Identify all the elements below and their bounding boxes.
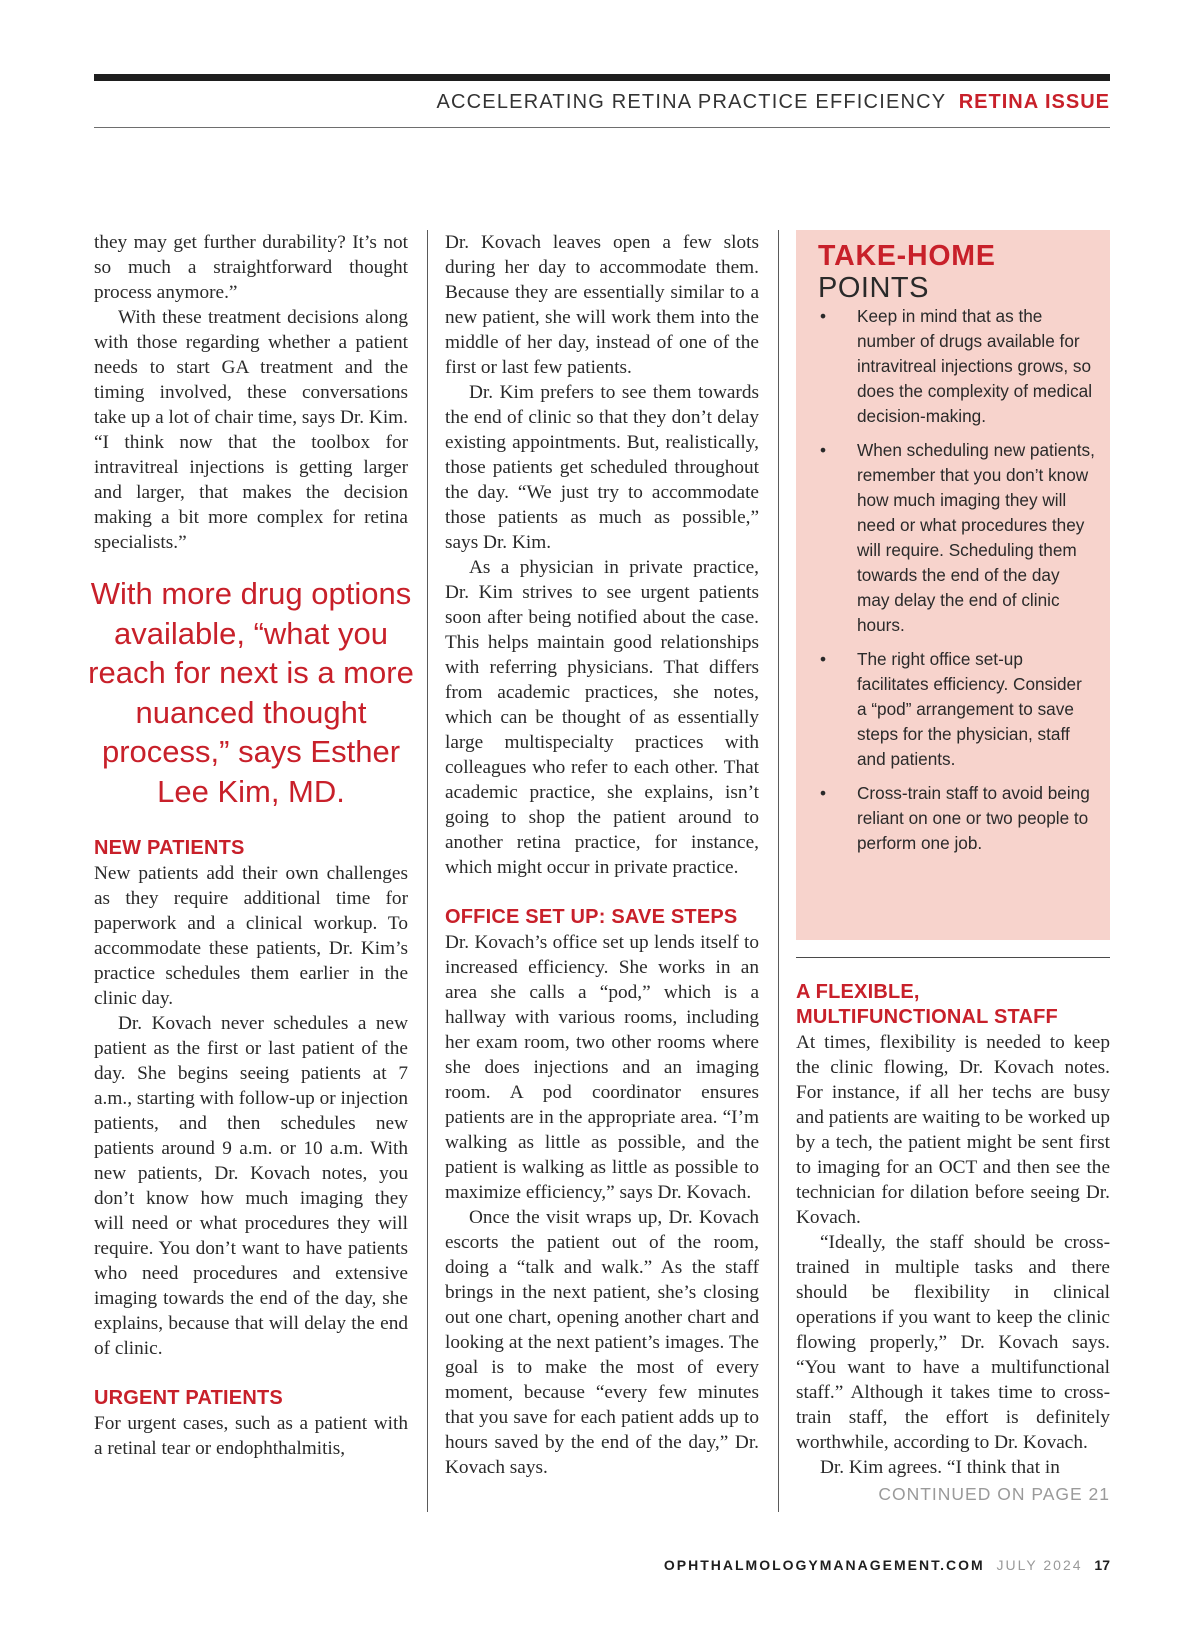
column-3 bbox=[796, 980, 1110, 1507]
subhead-flexible-staff: A FLEXIBLE, MULTIFUNCTIONAL STAFF bbox=[796, 981, 1058, 1028]
paragraph: “Ideally, the staff should be cross-trained in multiple tasks and there should be flexibility in clinical operations if you want to keep the clinic flowing properly,” Dr. Kovach says. “You want to have a multifunctional staff.” Although it takes time to cross-train staff, the effort is definitely worthwhile, according to Dr. Kovach. bbox=[796, 1232, 1110, 1453]
sidebar-rule bbox=[796, 957, 1110, 958]
bullet-icon: • bbox=[820, 783, 827, 803]
list-item-text: Keep in mind that as the number of drugs available for intravitreal injections grows, so does the complexity of medical decision-making. bbox=[857, 306, 1093, 426]
paragraph: Once the visit wraps up, Dr. Kovach escorts the patient out of the room, doing a “talk and walk.” As the staff brings in the next patient, she’s closing out one chart, opening another chart and looking at the next patient’s images. The goal is to make the most of every moment, because “every few minutes that you save for each patient adds up to hours saved by the end of the day,” Dr. Kovach says. bbox=[445, 1207, 759, 1478]
list-item bbox=[796, 781, 1096, 856]
list-item bbox=[796, 304, 1096, 429]
header-issue-label: RETINA ISSUE bbox=[958, 91, 1110, 113]
list-item-text: Cross-train staff to avoid being reliant on one or two people to perform one job. bbox=[857, 783, 1090, 853]
header-section-title: ACCELERATING RETINA PRACTICE EFFICIENCY bbox=[436, 91, 946, 113]
footer-site: OPHTHALMOLOGYMANAGEMENT.COM bbox=[663, 1557, 985, 1573]
list-item bbox=[796, 438, 1096, 638]
take-home-title bbox=[818, 240, 996, 304]
list-item-text: When scheduling new patients, remember that you don’t know how much imaging they will need or what procedures they will require. Scheduling them towards the end of the day may delay the end of clinic hours. bbox=[857, 440, 1095, 635]
header-rule bbox=[94, 127, 1110, 128]
paragraph: As a physician in private practice, Dr. Kim strives to see urgent patients soon after being notified about the case. This helps maintain good relationships with referring physicians. That differs from academic practices, she notes, which can be thought of as essentially large multispecialty practices with colleagues who refer to each other. That academic practice, she explains, isn’t going to shop the patient around to another retina practice, for instance, which might occur in private practice. bbox=[445, 557, 759, 878]
paragraph: At times, flexibility is needed to keep the clinic flowing, Dr. Kovach notes. For instance, if all her techs are busy and patients are waiting to be worked up by a tech, the patient might be sent first to imaging for an OCT and then see the technician for dilation before seeing Dr. Kovach. bbox=[796, 1032, 1110, 1228]
pull-quote: With more drug options available, “what you reach for next is a more nuanced thought process,” says Esther Lee Kim, MD. bbox=[88, 576, 414, 809]
paragraph: Dr. Kovach never schedules a new patient as the first or last patient of the day. She begins seeing patients at 7 a.m., starting with follow-up or injection patients, and then schedules new patients around 9 a.m. or 10 a.m. With new patients, Dr. Kovach notes, you don’t know how much imaging they will need or what procedures they will require. You don’t want to have patients who need procedures and extensive imaging towards the end of the day, she explains, because that will delay the end of clinic. bbox=[94, 1013, 408, 1359]
paragraph: New patients add their own challenges as they require additional time for paperwork and a clinical workup. To accommodate these patients, Dr. Kim’s practice schedules them earlier in the clinic day. bbox=[94, 863, 408, 1009]
bullet-icon: • bbox=[820, 440, 827, 460]
top-rule bbox=[94, 74, 1110, 81]
running-header bbox=[94, 91, 1110, 114]
subhead-new-patients: NEW PATIENTS bbox=[94, 837, 245, 859]
paragraph: they may get further durability? It’s not so much a straightforward thought process anymore.” bbox=[94, 232, 408, 303]
paragraph: For urgent cases, such as a patient with a retinal tear or endophthalmitis, bbox=[94, 1413, 408, 1459]
column-1 bbox=[88, 230, 414, 1461]
take-home-title-line1: TAKE-HOME bbox=[818, 240, 996, 272]
list-item-text: The right office set-up facilitates efficiency. Consider a “pod” arrangement to save steps for the physician, staff and patients. bbox=[857, 649, 1082, 769]
paragraph: Dr. Kim agrees. “I think that in bbox=[820, 1457, 1060, 1478]
column-divider bbox=[778, 230, 779, 1512]
column-divider bbox=[427, 230, 428, 1512]
take-home-list bbox=[796, 304, 1096, 865]
paragraph: Dr. Kovach leaves open a few slots during her day to accommodate them. Because they are essentially similar to a new patient, she will work them into the middle of her day, instead of one of the first or last few patients. bbox=[445, 232, 759, 378]
paragraph: Dr. Kim prefers to see them towards the end of clinic so that they don’t delay existing appointments. But, realistically, those patients get scheduled throughout the day. “We just try to accommodate those patients as much as possible,” says Dr. Kim. bbox=[445, 382, 759, 553]
column-2 bbox=[445, 230, 759, 1480]
list-item bbox=[796, 647, 1096, 772]
paragraph: With these treatment decisions along with those regarding whether a patient needs to start GA treatment and the timing involved, these conversations take up a lot of chair time, says Dr. Kim. “I think now that the toolbox for intravitreal injections is getting larger and larger, that makes the decision making a bit more complex for retina specialists.” bbox=[94, 307, 408, 553]
subhead-urgent-patients: URGENT PATIENTS bbox=[94, 1387, 283, 1409]
bullet-icon: • bbox=[820, 649, 827, 669]
take-home-title-line2: POINTS bbox=[818, 272, 929, 304]
subhead-office-set-up: OFFICE SET UP: SAVE STEPS bbox=[445, 906, 738, 928]
paragraph: Dr. Kovach’s office set up lends itself to increased efficiency. She works in an area she calls a “pod,” which is a hallway with various rooms, including her exam room, two other rooms where she does injections and an imaging room. A pod coordinator ensures patients are in the appropriate area. “I’m walking as little as possible, and the patient is walking as little as possible to maximize efficiency,” says Dr. Kovach. bbox=[445, 932, 759, 1203]
page-number: 17 bbox=[1094, 1557, 1110, 1573]
footer-date: JULY 2024 bbox=[996, 1557, 1083, 1573]
page-footer bbox=[94, 1557, 1110, 1573]
continued-on-page-link[interactable]: CONTINUED ON PAGE 21 bbox=[878, 1484, 1110, 1504]
bullet-icon: • bbox=[820, 306, 827, 326]
take-home-points-box bbox=[796, 230, 1110, 940]
